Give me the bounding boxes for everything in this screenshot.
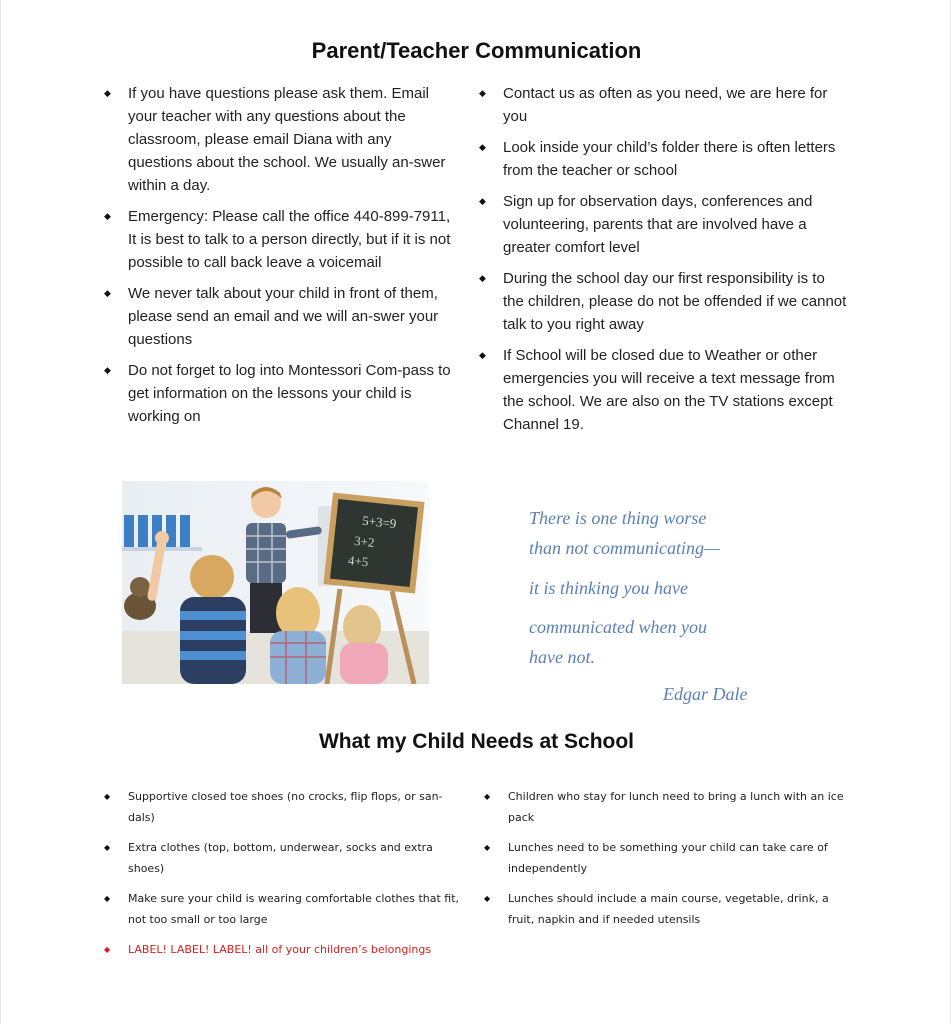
list-item: ◆ Extra clothes (top, bottom, underwear, socks and extra shoes) [104,837,464,879]
label-reminder-item: ◆ LABEL! LABEL! LABEL! all of your children’s belongings [104,939,464,960]
quote-author: Edgar Dale [663,684,748,704]
bullet-icon: ◆ [104,211,111,221]
chalk-text: 3+2 [353,532,376,550]
list-item: ◆ Emergency: Please call the office 440-899-7911, It is best to talk to a person directly, but if it is not possible to call back leave a voicemail [104,205,456,274]
communication-list-right [479,82,849,444]
bullet-icon: ◆ [479,350,486,360]
needs-list-left [104,786,464,969]
list-item: ◆ Children who stay for lunch need to bring a lunch with an ice pack [484,786,854,828]
quote-line: communicated when you [529,617,707,637]
quote-line: There is one thing worse [529,508,707,528]
bullet-icon: ◆ [479,88,486,98]
bullet-icon: ◆ [479,142,486,152]
list-item: ◆ Do not forget to log into Montessori Com-pass to get information on the lessons your child is working on [104,359,456,428]
bullet-icon: ◆ [484,894,491,903]
bullet-icon: ◆ [104,945,111,954]
bullet-icon: ◆ [104,894,111,903]
list-item: ◆ Lunches need to be something your child can take care of independently [484,837,854,879]
chalk-text: 5+3=9 [361,512,398,532]
communication-heading: Parent/Teacher Communication [311,38,642,63]
list-item: ◆ We never talk about your child in front of them, please send an email and we will an-swer your questions [104,282,456,351]
list-item: ◆ Supportive closed toe shoes (no crocks, flip flops, or san-dals) [104,786,464,828]
bullet-icon: ◆ [104,365,111,375]
bullet-icon: ◆ [104,288,111,298]
chalk-text: 4+5 [347,552,370,570]
quote-block [529,503,829,704]
bullet-icon: ◆ [104,792,111,801]
needs-list-right [484,786,854,939]
list-item: ◆ Lunches should include a main course, vegetable, drink, a fruit, napkin and if needed utensils [484,888,854,930]
list-item: ◆ Look inside your child’s folder there is often letters from the teacher or school [479,136,849,182]
list-item: ◆ If School will be closed due to Weather or other emergencies you will receive a text message from the school. We are also on the TV stations except Channel 19. [479,344,849,436]
bullet-icon: ◆ [479,273,486,283]
quote-line: have not. [529,647,595,667]
quote-line: than not communicating— [529,538,720,558]
quote-line: it is thinking you have [529,578,688,598]
bullet-icon: ◆ [104,88,111,98]
communication-list-left [104,82,456,436]
classroom-photo [122,481,429,684]
list-item: ◆ Sign up for observation days, conferences and volunteering, parents that are involved have a greater comfort level [479,190,849,259]
list-item: ◆ Contact us as often as you need, we are here for you [479,82,849,128]
bullet-icon: ◆ [484,792,491,801]
list-item: ◆ Make sure your child is wearing comfortable clothes that fit, not too small or too large [104,888,464,930]
list-item: ◆ During the school day our first responsibility is to the children, please do not be offended if we cannot talk to you right away [479,267,849,336]
list-item: ◆ If you have questions please ask them. Email your teacher with any questions about the classroom, please email Diana with any questions about the school. We usually an-swer within a day. [104,82,456,197]
bullet-icon: ◆ [104,843,111,852]
needs-heading: What my Child Needs at School [318,730,635,753]
bullet-icon: ◆ [479,196,486,206]
bullet-icon: ◆ [484,843,491,852]
